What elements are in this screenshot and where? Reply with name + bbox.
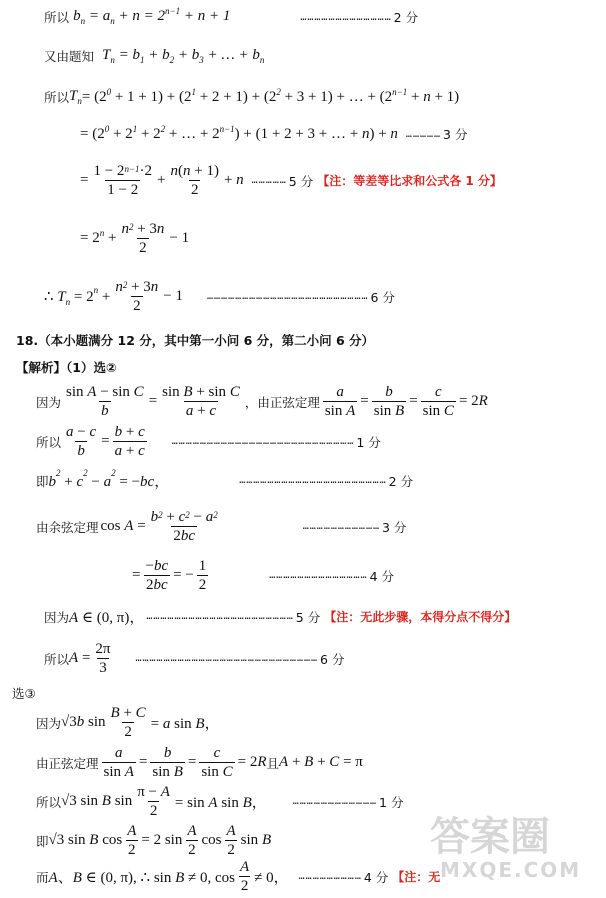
line-conclusion: ∴ $T_n = 2^n$ + $\frac{n^2 + 3n}{2}$ − 1 …………………………………………………………… 6 分 <box>44 279 395 314</box>
line-step4: = $\frac{-bc}{2bc}$ = − $\frac{1}{2}$ …………………………………… 4 分 <box>132 558 395 593</box>
line-group: = ($2^0 + 2^1 + 2^2$ + … + $2^{n-1}) + (1 + 2 + 3$ + … + n) + n …………… 3 分 <box>80 123 468 142</box>
line-c3-step1: 所以 √3 sin B sin $\frac{\pi - A}{2}$ = sin A sin B， ……………………………… 1 分 <box>36 784 404 819</box>
grading-note-nostep: 【注：无此步骤，本得分点不得分】 <box>324 610 517 624</box>
line-step1: 所以 $\frac{a - c}{b}$ = $\frac{b + c}{a + c}$ …………………………………………………………………… 1 分 <box>36 424 381 459</box>
line-given-ratio: 因为 $\frac{\text{sin A − sin C}}{b}$ = $\frac{\text{sin B + sin C}}{a + c}$ ，由正弦定理 $\frac{a}{\text{sin A}}$ = $\frac{b}{\text{sin B}}$ = $\frac{c}{\text{sin C}}$ = 2R <box>36 384 488 419</box>
choose-3-label: 选③ <box>12 686 36 701</box>
line-step2: 即 $b^2 + c^2 - a^2 = -bc$， ……………………………………………………… 2 分 <box>36 468 414 490</box>
line-step6: 所以 A = $\frac{2\pi}{3}$ …………………………………………………………………… 6 分 <box>44 641 345 676</box>
watermark-site: MXQE.COM <box>440 858 582 882</box>
line-c3-step3: 而 A、B ∈ (0, π), ∴ sin B ≠ 0, cos $\frac{A}{2}$ ≠ 0， ……………………… 4 分 【注：无 <box>36 859 441 894</box>
score: 2 分 <box>393 10 419 25</box>
watermark-logo: 答案圈 <box>430 814 550 860</box>
grading-note: 【注：等差等比求和公式各 1 分】 <box>317 174 502 188</box>
analysis-label: 【解析】（1）选② <box>16 360 117 375</box>
line-c3-sine: 由正弦定理 $\frac{a}{\text{sin A}}$ = $\frac{b}{\text{sin B}}$ = $\frac{c}{\text{sin C}}$ = 2R 且 A + B + C = π <box>36 745 363 780</box>
line-tn-expand: 所以 $T_n$ = $(2^0 + 1 + 1) + (2^1 + 2 + 1) + (2^2 + 3 + 1)$ + … + $(2^{n-1} + n + 1)$ <box>44 86 460 106</box>
line-bn: 所以 $b_n = a_n + n = 2^{n-1} + n + 1$ ………………………………… 2 分 <box>44 6 419 26</box>
line-step5: 因为 A ∈ (0, π)， ……………………………………………………… 5 分 【注：无此步骤，本得分点不得分】 <box>44 609 517 626</box>
line-step3: 由余弦定理 cos A = $\frac{b^2 + c^2 - a^2}{2bc}$ …………………………… 3 分 <box>36 509 407 544</box>
line-result: = $2^n$ + $\frac{n^2 + 3n}{2}$ − 1 <box>80 221 190 256</box>
question-18-header: 18.（本小题满分 12 分，其中第一小问 6 分，第二小问 6 分） <box>16 333 375 348</box>
line-c3-given: 因为 √3b sin $\frac{B + C}{2}$ = a sin B， <box>36 705 220 740</box>
line-c3-step2: 即 √3 sin B cos $\frac{A}{2}$ = 2 sin $\frac{A}{2}$ cos $\frac{A}{2}$ sin B <box>36 823 272 858</box>
line-tn-def: 又由题知 $T_n = b_1 + b_2 + b_3$ + … + $b_n$ <box>44 47 265 65</box>
line-sum-formula: = $\frac{1 - 2^{n-1}\cdot 2}{1 - 2}$ + $\frac{n(n + 1)}{2}$ + n …………… 5 分 【注：等差等比求和公式各 1 分】 <box>80 163 502 198</box>
